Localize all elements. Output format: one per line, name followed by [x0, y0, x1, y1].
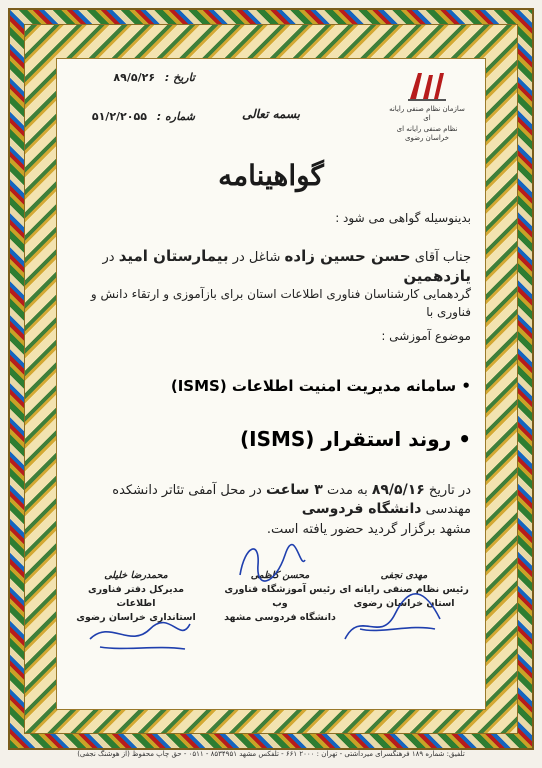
date-row [75, 71, 195, 84]
course-item-1: • سامانه مدیریت امنیت اطلاعات (ISMS) [170, 377, 471, 395]
certificate-title: گواهینامه [218, 159, 324, 192]
signer-right-name: مهدی نجفی [380, 570, 428, 581]
workplace: بیمارستان امید [118, 247, 229, 265]
line5-suffix: در محل آمفی تئاتر دانشکده مهندسی [112, 483, 471, 517]
signer-right-title-2: استان خراسان رضوی [353, 598, 455, 609]
signer-center-name: محسن کاظمی [250, 570, 310, 581]
course-item-2: • روند استقرار (ISMS) [239, 427, 471, 451]
body-line-5 [71, 481, 471, 519]
signer-center-title-1: رئیس آموزشگاه فناوری وب [224, 584, 336, 609]
signer-left-name: محمدرضا خلیلی [104, 570, 168, 581]
line2-mid: شاغل در [232, 250, 281, 265]
line5-prefix: در تاریخ [428, 483, 471, 498]
signer-right-title-1: رئیس نظام صنفی رایانه ای [339, 584, 469, 595]
footer-print-info: تلفیق: شماره ۱۸۹ فرهنگسرای میرداشتی - تهران : ۲۰۰۰ ۶۶۱ - تلفکس مشهد ۸۵۳۴۹۵۱ - ۰۵۱۱ - حق چاپ محفوظ (از هوشنگ نجفی) [77, 750, 465, 758]
signature-scribble-center-icon [230, 535, 310, 595]
date-label: تاریخ : [164, 71, 195, 84]
body-line-4: موضوع آموزشی : [381, 329, 471, 343]
certificate-paper [56, 58, 486, 710]
org-logo-icon [404, 69, 450, 103]
person-name: حسن حسین زاده [284, 247, 411, 265]
number-value: ۵۱/۲/۲۰۵۵ [91, 110, 147, 123]
event-date: ۸۹/۵/۱۶ [371, 482, 425, 498]
signatures-area [65, 559, 477, 679]
body-line-2 [71, 247, 471, 287]
body-line-1: بدینوسیله گواهی می شود : [335, 211, 471, 225]
line5-mid: به مدت [326, 483, 368, 498]
org-logo [387, 69, 467, 142]
line2-prefix: جناب آقای [414, 250, 471, 265]
org-name-line1: سازمان نظام صنفی رایانه ای [389, 105, 465, 122]
event-ordinal: یازدهمین [403, 267, 471, 285]
body-line-6: مشهد برگزار گردید حضور یافته است. [266, 522, 471, 537]
university: دانشگاه فردوسی [301, 501, 422, 517]
org-name-line2: نظام صنفی رایانه ای خراسان رضوی [396, 125, 458, 142]
number-label: شماره : [156, 110, 195, 123]
signer-left-title-2: استانداری خراسان رضوی [76, 612, 196, 623]
duration: ۳ ساعت [265, 482, 323, 498]
signature-scribble-right-icon [340, 579, 450, 649]
basmala: بسمه تعالی [241, 107, 301, 121]
signer-left-title-1: مدیرکل دفتر فناوری اطلاعات [87, 584, 185, 609]
line2-suffix: در [102, 250, 115, 265]
signer-center-title-2: دانشگاه فردوسی مشهد [224, 612, 336, 623]
signature-scribble-left-icon [85, 609, 195, 659]
body-line-3: گردهمایی کارشناسان فناوری اطلاعات استان برای بازآموزی و ارتقاء دانش و فناوری با [90, 287, 471, 319]
date-value: ۸۹/۵/۲۶ [113, 71, 156, 84]
